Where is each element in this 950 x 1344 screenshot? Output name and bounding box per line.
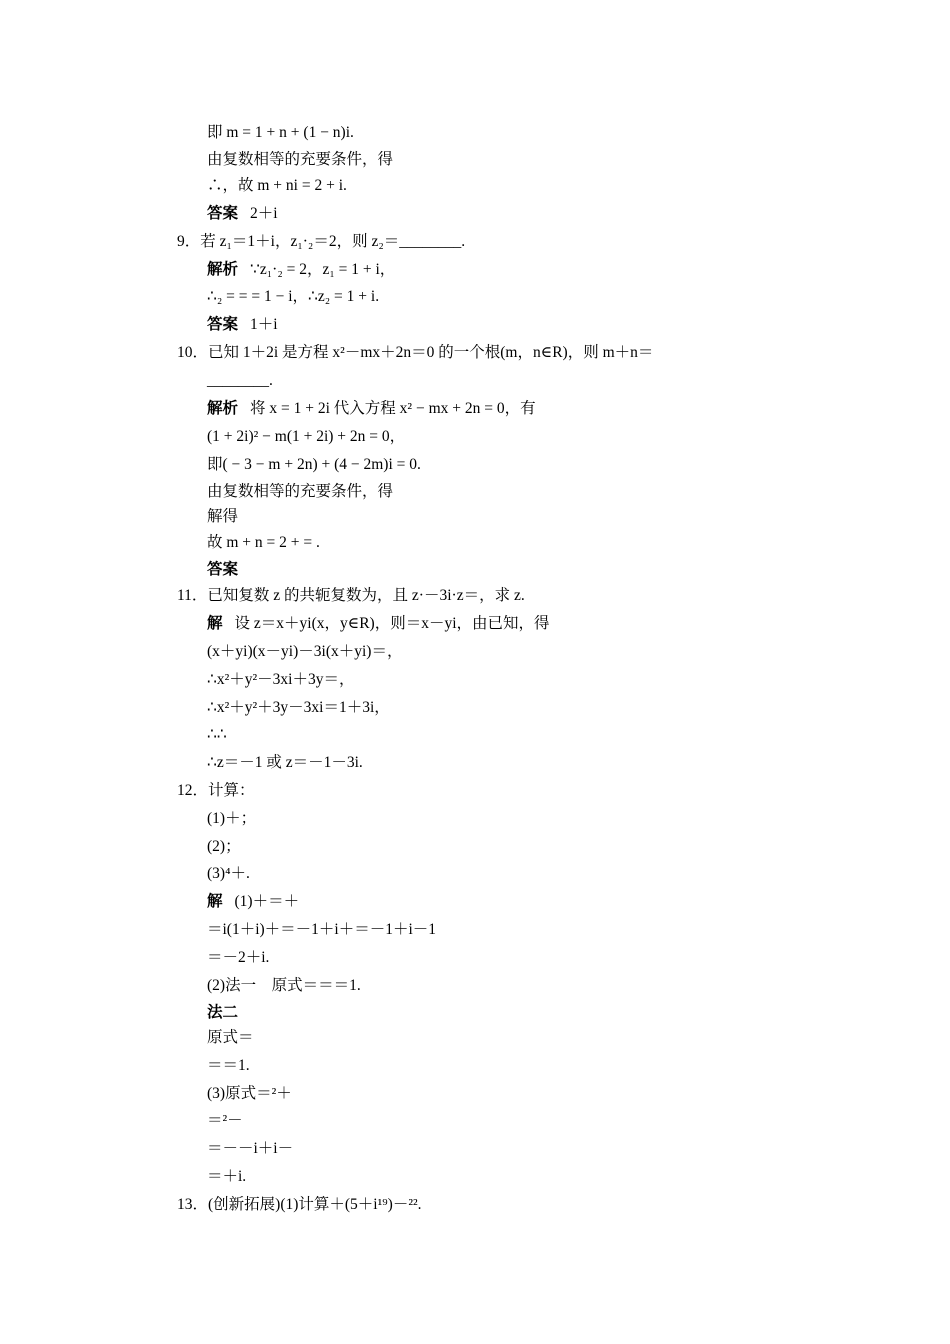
question-13: 13．(创新拓展)(1)计算＋(5＋i¹⁹)－²². [177, 1196, 422, 1213]
answer-line [207, 560, 238, 580]
question-9: 9．若 z₁＝1＋i，z₁·₂＝2，则 z₂＝________. [177, 233, 466, 250]
analysis-label: 解析 [207, 261, 239, 278]
text-line: ∴z＝－1 或 z＝－1－3i. [207, 754, 363, 771]
text-line: (1 + 2i)² − m(1 + 2i) + 2n = 0， [207, 428, 406, 445]
analysis-label: 解析 [207, 400, 239, 417]
solution-label: 解 [207, 893, 223, 910]
text-line: ∴，故 m + ni = 2 + i. [207, 177, 347, 194]
text-line: 由复数相等的充要条件，得 [207, 151, 394, 168]
answer-label: 答案 [207, 561, 239, 578]
text-line: 即 m = 1 + n + (1 − n)i. [207, 124, 354, 141]
answer-label: 答案 [207, 316, 239, 333]
answer-line: 答案 2＋i [207, 205, 278, 222]
text-line: ＝²－ [207, 1112, 243, 1129]
answer-line: 答案 1＋i [207, 316, 278, 333]
text-line: ________. [207, 372, 273, 389]
text-line: 由复数相等的充要条件，得 [207, 483, 394, 500]
text-line: (3)⁴＋. [207, 865, 250, 882]
text-line: ∴₂ = = = 1 − i，∴z₂ = 1 + i. [207, 288, 380, 305]
text-line: 解得 [207, 508, 239, 525]
text-line: 即( − 3 − m + 2n) + (4 − 2m)i = 0. [207, 456, 421, 473]
text-line: ∴x²＋y²－3xi＋3y＝， [207, 671, 355, 688]
text-line: ∴x²＋y²＋3y－3xi＝1＋3i， [207, 699, 390, 716]
question-11: 11．已知复数 z 的共轭复数为，且 z·－3i·z＝，求 z. [177, 587, 525, 604]
solution-line: 解 (1)＋＝＋ [207, 893, 300, 910]
question-10: 10．已知 1＋2i 是方程 x²－mx＋2n＝0 的一个根(m，n∈R)，则 m＋n＝ [177, 344, 654, 361]
text-line: (3)原式＝²＋ [207, 1085, 292, 1102]
method-two-heading: 法二 [207, 1004, 239, 1021]
text-line: ＝－2＋i. [207, 949, 270, 966]
analysis-line: 解析 将 x = 1 + 2i 代入方程 x² − mx + 2n = 0，有 [207, 400, 536, 417]
text-line: 原式＝ [207, 1029, 254, 1046]
text-line: ＝＋i. [207, 1168, 247, 1185]
solution-label: 解 [207, 615, 223, 632]
analysis-line: 解析 ∵z₁·₂ = 2，z₁ = 1 + i， [207, 261, 396, 278]
text-line: ＝i(1＋i)＋＝－1＋i＋＝－1＋i－1 [207, 921, 437, 938]
text-line: (2)； [207, 838, 241, 855]
text-line: 故 m + n = 2 + = . [207, 534, 320, 551]
text-line: (x＋yi)(x－yi)－3i(x＋yi)＝， [207, 643, 403, 660]
answer-label: 答案 [207, 205, 239, 222]
text-line: (2)法一 原式＝＝＝1. [207, 977, 361, 994]
text-line: ＝＝1. [207, 1057, 250, 1074]
text-line: (1)＋； [207, 810, 257, 827]
text-line: ＝－－i＋i－ [207, 1140, 294, 1157]
text-line: ∴∴ [207, 726, 227, 743]
question-12: 12．计算： [177, 782, 255, 799]
solution-line: 解 设 z＝x＋yi(x，y∈R)，则＝x－yi，由已知，得 [207, 615, 550, 632]
